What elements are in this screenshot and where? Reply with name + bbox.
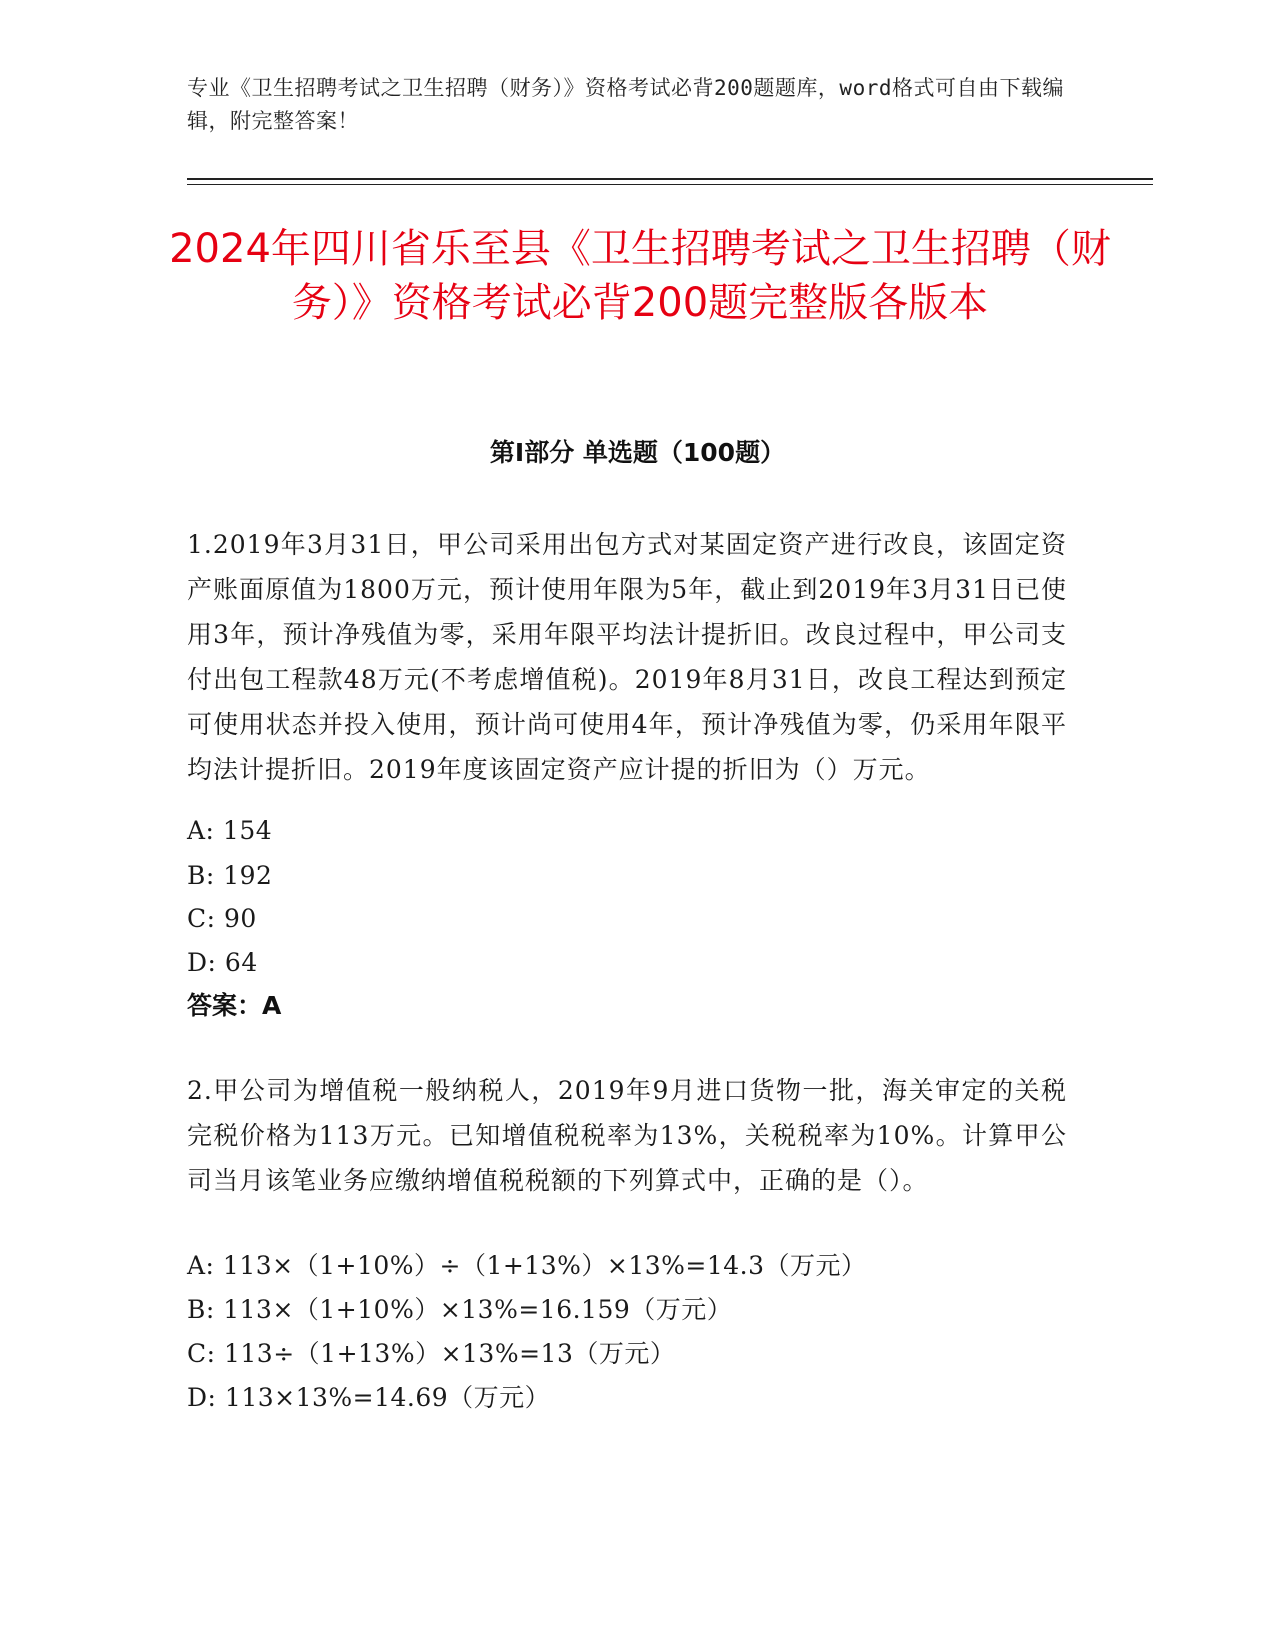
question-2-text: 2.甲公司为增值税一般纳税人，2019年9月进口货物一批，海关审定的关税完税价格为113万元。已知增值税税率为13%，关税税率为10%。计算甲公司当月该笔业务应缴纳增值税税额的下列算式中，正确的是（）。 [187,1076,1067,1195]
header-note: 专业《卫生招聘考试之卫生招聘（财务）》资格考试必背200题题库，word格式可自由下载编辑，附完整答案！ [187,76,1064,133]
header-rule-thin [187,184,1153,185]
question-1-text: 1.2019年3月31日，甲公司采用出包方式对某固定资产进行改良，该固定资产账面原值为1800万元，预计使用年限为5年，截止到2019年3月31日已使用3年，预计净残值为零，采用年限平均法计提折旧。改良过程中，甲公司支付出包工程款48万元(不考虑增值税)。2019年8月31日，改良工程达到预定可使用状态并投入使用，预计尚可使用4年，预计净残值为零，仍采用年限平均法计提折旧。2019年度该固定资产应计提的折旧为（）万元。 [187,530,1067,784]
question-2-option-a: A: 113×（1+10%）÷（1+13%）×13%=14.3（万元） [187,1251,867,1280]
question-1-option-c: C: 90 [187,904,257,933]
question-1-answer: 答案：A [187,991,282,1020]
question-1-option-d: D: 64 [187,948,258,977]
question-1-option-b: B: 192 [187,861,273,890]
header-rule-thick [187,178,1153,180]
question-2-option-c: C: 113÷（1+13%）×13%=13（万元） [187,1339,676,1368]
question-2-option-b: B: 113×（1+10%）×13%=16.159（万元） [187,1295,733,1324]
question-1-option-a: A: 154 [187,816,273,845]
document-title: 2024年四川省乐至县《卫生招聘考试之卫生招聘（财务）》资格考试必背200题完整版各版本 [169,226,1111,326]
section-heading: 第I部分 单选题（100题） [489,438,786,467]
question-2-option-d: D: 113×13%=14.69（万元） [187,1383,551,1412]
